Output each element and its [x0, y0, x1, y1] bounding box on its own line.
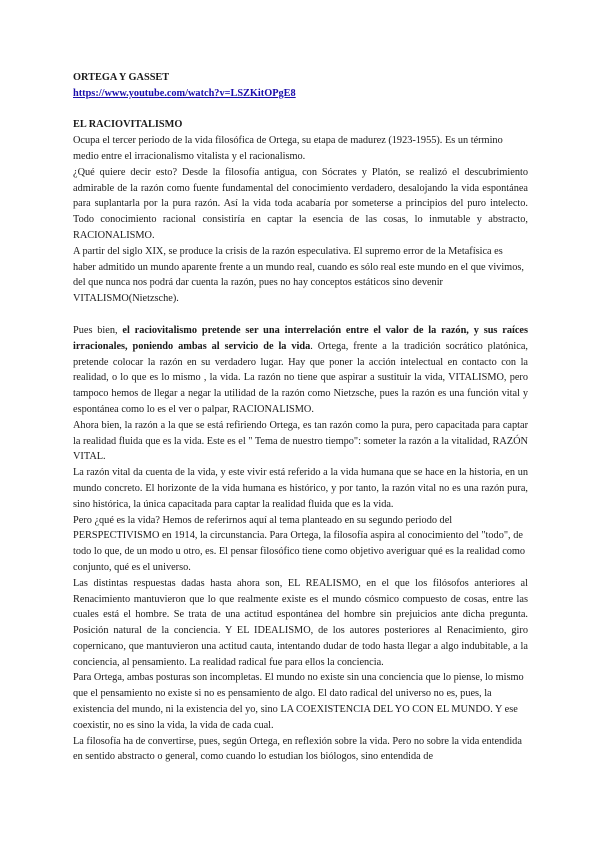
paragraph-intro: Ocupa el tercer periodo de la vida filosófica de Ortega, su etapa de madurez (1923-1955). Es un término medio entre el irracionalismo vitalista y el racionalismo. — [73, 135, 503, 162]
paragraph-bold-thesis: el raciovitalismo pretende ser una interrelación entre el valor de la razón, y sus raíces irracionales, poniendo ambas al servicio de la vida — [73, 324, 528, 352]
paragraph-lead: Pues bien, — [73, 324, 123, 336]
spacer — [73, 102, 528, 118]
paragraph-raciovitalism — [73, 323, 528, 418]
document-title: ORTEGA Y GASSET — [73, 72, 170, 83]
section-title: EL RACIOVITALISMO — [73, 119, 183, 131]
paragraph-historical-reason: La razón vital da cuenta de la vida, y este vivir está referido a la vida humana que se hace en la historia, en un mundo concreto. El horizonte de la vida humana es histórico, y por tanto, la razón vital no es una razón pura, sino histórica, la única capacitada para captar la realidad fluida que es la vida. — [73, 467, 528, 510]
document-page — [73, 70, 528, 765]
paragraph-vital-reason: Ahora bien, la razón a la que se está refiriendo Ortega, es tan razón como la pura, pero capacitada para captar la realidad fluida que es la vida. Este es el " Tema de nuestro tiempo": someter la razón a la vitalidad, RAZÓN VITAL. — [73, 419, 528, 463]
paragraph-coexistence: Para Ortega, ambas posturas son incompletas. El mundo no existe sin una conciencia que lo piense, lo mismo que el pensamiento no existe si no es pensamiento de algo. El dato radical del universo no es, pues, la existencia del mundo, ni la existencia del yo, sino LA COEXISTENCIA DEL YO CON EL MUNDO. Y ese coexistir, no es sino la vida, la vida de cada cual. — [73, 672, 524, 731]
paragraph-vitalism: A partir del siglo XIX, se produce la crisis de la razón especulativa. El supremo error de la Metafísica es haber admitido un mundo aparente frente a un mundo real, cuando es sólo real este mundo en el que vivimos, del que nunca nos podrá dar cuenta la razón, pues no hay conceptos estáticos sino devenir VITALISMO(Nietzsche). — [73, 245, 524, 305]
spacer — [73, 307, 528, 323]
paragraph-rest: . Ortega, frente a la tradición socrático platónica, pretende colocar la razón en su verdadero lugar. Hay que poner la acción intelectual en contacto con la realidad, o lo que es lo mismo , la vida. La razón no tiene que aspirar a sustituir la vida, VITALISMO, pero tampoco hemos de llegar a negar la utilidad de la razón como Nietzsche, pues la razón es una función vital y espontánea como lo es el ver o palpar, RACIONALISMO. — [73, 340, 528, 415]
youtube-link[interactable]: https://www.youtube.com/watch?v=LSZKitOPgE8 — [73, 87, 296, 99]
paragraph-what-is-life: Pero ¿qué es la vida? Hemos de referirnos aquí al tema planteado en su segundo periodo del PERSPECTIVISMO en 1914, la circunstancia. Para Ortega, la filosofía aspira al conocimiento del "todo", de todo lo que, de un modo u otro, es. El pensar filosófico tiene como objetivo averiguar qué es la realidad como conjunto, qué es el universo. — [73, 514, 526, 573]
paragraph-reflection: La filosofía ha de convertirse, pues, según Ortega, en reflexión sobre la vida. Pero no sobre la vida entendida en sentido abstracto o general, como cuando lo estudian los biólogos, sino entendida de — [73, 735, 522, 763]
paragraph-realism-idealism: Las distintas respuestas dadas hasta ahora son, EL REALISMO, en el que los filósofos anteriores al Renacimiento mantuvieron que lo que realmente existe es el mundo cósmico compuesto de cosas, entre las cuales está el hombre. Se trata de una actitud espontánea del hombre sin prejuicios ante dicha pregunta. Posición natural de la conciencia. Y EL IDEALISMO, de los autores posteriores al Renacimiento, giro copernicano, que mantuvieron una actitud cauta, intentando dudar de todo hasta llegar a algo indubitable, a la conciencia, al pensamiento. La realidad radical fue para ellos la conciencia. — [73, 577, 528, 668]
paragraph-rationalism: ¿Qué quiere decir esto? Desde la filosofía antigua, con Sócrates y Platón, se realizó el descubrimiento admirable de la razón como fuente fundamental del conocimiento verdadero, desalojando la vida espontánea para suplantarla por la pura razón. Así la vida toda acabaría por someterse a principios del puro intelecto. Todo conocimiento racional consistiría en captar la esencia de las cosas, lo inmutable y abstracto, RACIONALISMO. — [73, 166, 528, 241]
